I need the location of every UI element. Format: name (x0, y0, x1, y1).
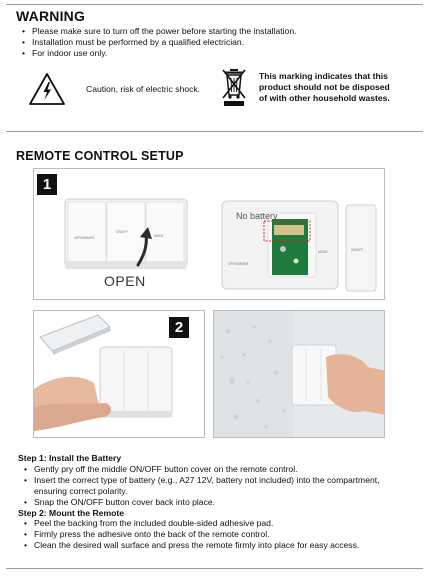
step2-item: • Clean the desired wall surface and press the remote firmly into place for easy access. (24, 540, 380, 551)
warning-item: • Please make sure to turn off the power before starting the installation. (22, 26, 297, 37)
step2-heading: Step 2: Mount the Remote (18, 507, 124, 518)
instructions (18, 453, 380, 551)
step1-heading: Step 1: Install the Battery (18, 453, 122, 463)
warning-item: • For indoor use only. (22, 48, 297, 59)
step1-item (24, 475, 380, 497)
photo-open-remote (33, 168, 385, 300)
photo-adhesive-pad (33, 310, 205, 438)
step1-item-continuation: ensuring correct polarity. (34, 485, 128, 496)
remote-button-label: OFF/DIMMER (74, 236, 95, 240)
weee-bin-icon (221, 67, 247, 107)
step-number-badge: 1 (37, 174, 57, 195)
bottom-rule (6, 568, 423, 569)
photo-wall-mount (213, 310, 385, 438)
remote-button-label: OFF/DIMMER (228, 262, 249, 266)
top-rule (6, 4, 423, 5)
caution-text: Caution, risk of electric shock. (86, 84, 201, 94)
remote-button-label: ON/OFF (116, 230, 129, 234)
remote-open-illustration (34, 169, 385, 300)
step-number-badge: 2 (169, 317, 189, 338)
step1-item: • Snap the ON/OFF button cover back into place. (24, 497, 380, 508)
open-label: OPEN (104, 273, 146, 289)
weee-line: of with other household wastes. (259, 93, 390, 103)
section-rule (6, 131, 423, 132)
no-battery-label: No battery (236, 211, 278, 221)
step2-item: • Firmly press the adhesive onto the back of the remote control. (24, 529, 380, 540)
weee-line: product should not be disposed (259, 82, 390, 92)
weee-text (259, 71, 390, 104)
remote-button-label: MODE (318, 250, 328, 254)
warning-list (22, 26, 297, 59)
step1-list (18, 464, 380, 508)
setup-title: REMOTE CONTROL SETUP (16, 149, 184, 163)
step1-item: • Gently pry off the middle ON/OFF button cover on the remote control. (24, 464, 380, 475)
remote-button-label: ON/OFF (351, 248, 364, 252)
remote-button-label: MODE (154, 234, 164, 238)
warning-item: • Installation must be performed by a qualified electrician. (22, 37, 297, 48)
wall-mount-illustration (214, 311, 385, 438)
step1-item-text: Insert the correct type of battery (e.g., A27 12V, battery not included) into the compartment, (34, 474, 380, 485)
weee-line: This marking indicates that this (259, 71, 388, 81)
step2-item: • Peel the backing from the included double-sided adhesive pad. (24, 518, 380, 529)
warning-title: WARNING (16, 8, 86, 24)
step2-list (18, 518, 380, 551)
electric-shock-icon (28, 72, 66, 106)
